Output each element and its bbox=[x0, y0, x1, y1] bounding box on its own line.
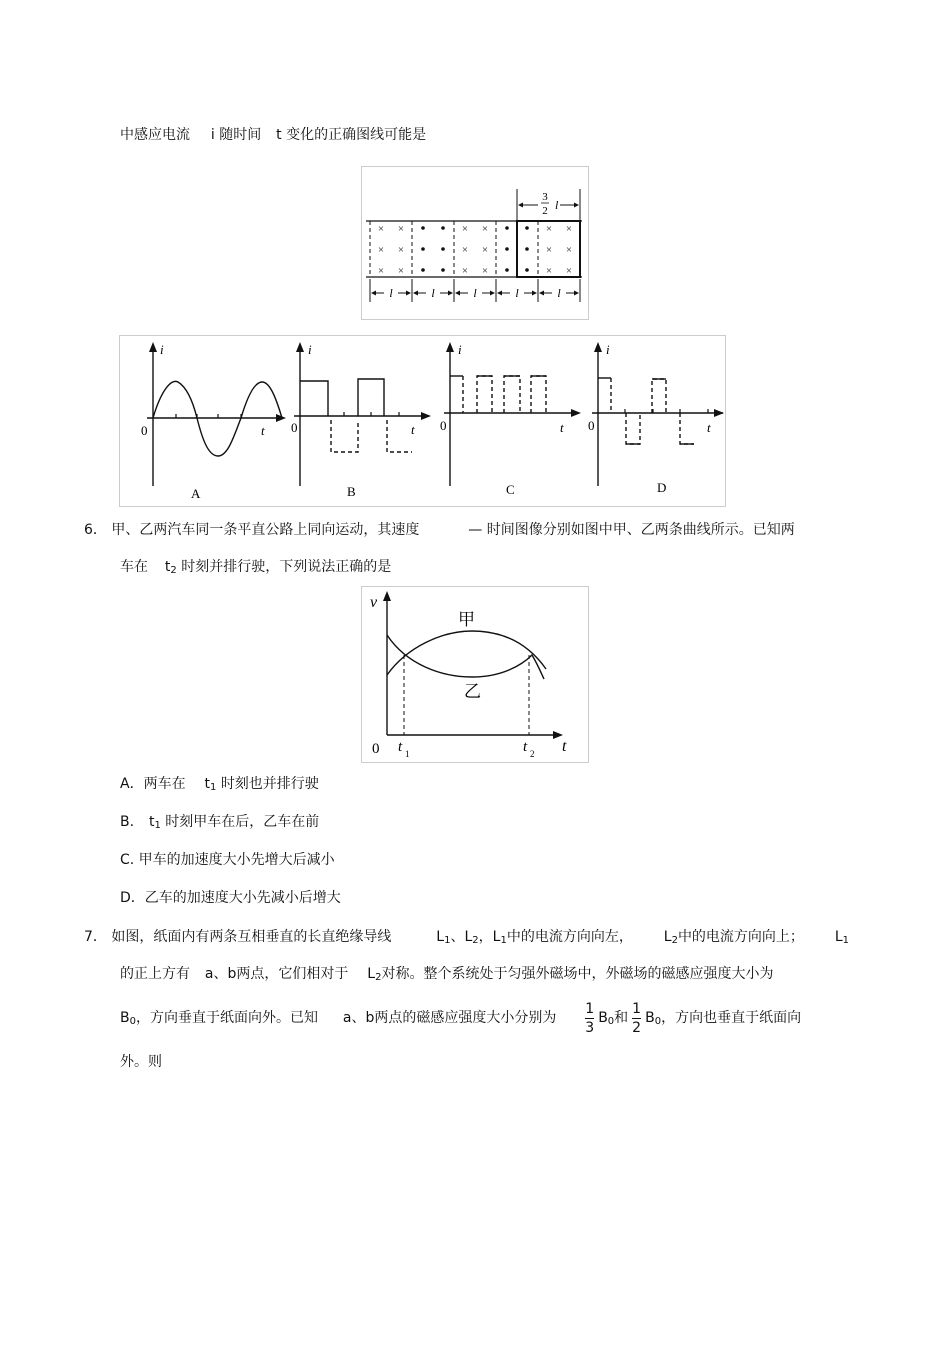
options-figure-svg bbox=[120, 336, 725, 506]
q6-number: 6． bbox=[84, 522, 107, 538]
graph-a-axis-t: t bbox=[261, 423, 265, 438]
q7-l1-again-sub: 1 bbox=[500, 935, 507, 946]
cross-mark: × bbox=[565, 265, 573, 277]
q7-text-1a: 如图，纸面内有两条互相垂直的长直绝缘导线 bbox=[111, 929, 392, 945]
q6-text-1a: 甲、乙两汽车同一条平直公路上同向运动，其速度 bbox=[111, 522, 420, 538]
cross-mark: × bbox=[481, 265, 489, 277]
graph-d-axis-t: t bbox=[707, 420, 711, 435]
q7-line-4 bbox=[120, 1053, 162, 1071]
intro-text-1: 中感应电流 bbox=[120, 127, 190, 143]
q7-text-1g: 中的电流方向向上； bbox=[677, 929, 804, 945]
q6-option-a-t: t bbox=[204, 776, 210, 792]
q7-b0-sub: 0 bbox=[129, 1016, 136, 1027]
q7-l1-third-sub: 1 bbox=[842, 935, 850, 946]
graph-d-origin: 0 bbox=[588, 418, 595, 433]
q7-frac1-den: 3 bbox=[585, 1019, 595, 1036]
graph-c-axis-i: i bbox=[458, 342, 462, 357]
vt-origin: 0 bbox=[372, 741, 380, 757]
vt-t1: t bbox=[398, 739, 403, 755]
q6-option-c bbox=[120, 851, 335, 869]
q7-l2-again: L bbox=[663, 929, 672, 945]
cross-mark: × bbox=[565, 223, 573, 235]
cross-mark: × bbox=[545, 223, 553, 235]
q6-option-c-text: C. 甲车的加速度大小先增大后减小 bbox=[120, 852, 335, 868]
options-figure bbox=[119, 335, 726, 507]
cross-mark: × bbox=[461, 244, 469, 256]
q6-text-1b: — 时间图像分别如图中甲、乙两条曲线所示。已知两 bbox=[468, 522, 795, 538]
q7-frac1-b0: B bbox=[598, 1010, 608, 1026]
q7-number: 7． bbox=[84, 929, 107, 945]
q7-fraction-2 bbox=[632, 1001, 641, 1036]
q7-l1-sub: 1 bbox=[444, 935, 451, 946]
q7-and: 和 bbox=[614, 1010, 629, 1026]
graph-b-origin: 0 bbox=[291, 420, 298, 435]
dim-denominator: 2 bbox=[542, 205, 548, 217]
q7-b0: B bbox=[120, 1010, 130, 1026]
cross-mark: × bbox=[377, 244, 385, 256]
segment-label: l bbox=[389, 286, 393, 300]
cross-mark: × bbox=[397, 265, 405, 277]
q7-text-1e: 中的电流方向向左， bbox=[506, 929, 633, 945]
intro-text-3: 变化的正确图线可能是 bbox=[286, 127, 427, 143]
q7-text-2d: 对称。整个系统处于匀强外磁场中，外磁场的磁感应强度大小为 bbox=[381, 966, 774, 982]
intro-text-2: 随时间 bbox=[219, 127, 262, 143]
q7-l2-again-sub: 2 bbox=[671, 935, 678, 946]
field-figure bbox=[361, 166, 589, 320]
vt-figure bbox=[361, 586, 589, 763]
q7-line-3 bbox=[120, 1000, 801, 1040]
cross-mark: × bbox=[545, 244, 553, 256]
q7-line-1 bbox=[84, 928, 849, 950]
curve-jia bbox=[387, 631, 546, 675]
field-figure-svg bbox=[362, 167, 588, 319]
q6-option-b bbox=[120, 813, 319, 835]
vt-axis-t: t bbox=[562, 738, 567, 755]
q7-frac1-b0-sub: 0 bbox=[607, 1016, 615, 1027]
vt-t1-sub: 1 bbox=[405, 749, 410, 759]
q7-l2-sym-sub: 2 bbox=[375, 972, 382, 983]
graph-a-origin: 0 bbox=[141, 423, 148, 438]
q7-text-4: 外。则 bbox=[120, 1054, 162, 1070]
segment-label: l bbox=[515, 286, 519, 300]
q6-option-d-text: D．乙车的加速度大小先减小后增大 bbox=[120, 890, 341, 906]
graph-b-axis-i: i bbox=[308, 342, 312, 357]
q7-l1-third: L bbox=[834, 929, 843, 945]
cross-mark: × bbox=[377, 265, 385, 277]
graph-d-axis-i: i bbox=[606, 342, 610, 357]
field-dots bbox=[421, 226, 529, 272]
q6-text-2a: 车在 bbox=[120, 559, 148, 575]
q6-option-a-rest: 时刻也并排行驶 bbox=[220, 776, 319, 792]
curve-yi bbox=[387, 635, 544, 679]
q7-frac2-num: 1 bbox=[632, 1000, 642, 1017]
dim-variable: l bbox=[555, 198, 559, 212]
q7-frac2-den: 2 bbox=[632, 1019, 642, 1036]
q7-text-3c: a、b两点的磁感应强度大小分别为 bbox=[342, 1010, 557, 1026]
option-a-label: A bbox=[191, 486, 201, 501]
cross-mark: × bbox=[565, 244, 573, 256]
q7-line-2 bbox=[120, 965, 773, 987]
segment-label: l bbox=[473, 286, 477, 300]
q6-t2: t bbox=[164, 559, 171, 575]
q7-l2: 、L bbox=[450, 929, 473, 945]
q7-frac2-b0-sub: 0 bbox=[654, 1016, 662, 1027]
q7-l2-sub: 2 bbox=[472, 935, 479, 946]
cross-mark: × bbox=[397, 223, 405, 235]
q7-frac1-num: 1 bbox=[585, 1000, 595, 1017]
cross-mark: × bbox=[545, 265, 553, 277]
option-b-label: B bbox=[347, 484, 356, 499]
vt-t2-sub: 2 bbox=[530, 749, 535, 759]
graph-b-axis-t: t bbox=[411, 422, 415, 437]
cross-mark: × bbox=[481, 223, 489, 235]
q7-l1-again: ，L bbox=[478, 929, 501, 945]
q6-line-2 bbox=[120, 558, 391, 580]
dim-numerator: 3 bbox=[542, 191, 548, 203]
segment-label: l bbox=[557, 286, 561, 300]
intro-line bbox=[120, 126, 426, 144]
q7-text-3b: ，方向垂直于纸面向外。已知 bbox=[135, 1010, 318, 1026]
q7-text-2b: a、b两点，它们相对于 bbox=[204, 966, 349, 982]
graph-c-curve bbox=[450, 376, 546, 413]
q6-option-b-rest: 时刻甲车在后，乙车在前 bbox=[165, 814, 320, 830]
vt-label-jia: 甲 bbox=[458, 610, 475, 629]
vt-axis-v: v bbox=[370, 594, 378, 611]
q6-text-2b: 时刻并排行驶，下列说法正确的是 bbox=[181, 559, 392, 575]
q6-option-a bbox=[120, 775, 319, 797]
q6-option-b-sub: 1 bbox=[154, 820, 161, 831]
option-c-label: C bbox=[506, 482, 515, 497]
intro-var-i: i bbox=[210, 127, 215, 143]
q7-l1: L bbox=[436, 929, 445, 945]
option-d-label: D bbox=[657, 480, 667, 495]
cross-mark: × bbox=[377, 223, 385, 235]
q7-text-2a: 的正上方有 bbox=[120, 966, 190, 982]
q6-option-b-text: B. bbox=[120, 814, 135, 830]
cross-mark: × bbox=[397, 244, 405, 256]
q6-option-a-text: A．两车在 bbox=[120, 776, 186, 792]
q7-text-3d: ，方向也垂直于纸面向 bbox=[661, 1010, 802, 1026]
q7-l2-sym: L bbox=[367, 966, 376, 982]
q6-t2-sub: 2 bbox=[170, 565, 177, 576]
cross-mark: × bbox=[461, 265, 469, 277]
q6-option-d bbox=[120, 889, 341, 907]
graph-a-axis-i: i bbox=[160, 342, 164, 357]
q6-option-a-sub: 1 bbox=[209, 782, 217, 793]
vt-label-yi: 乙 bbox=[464, 682, 481, 701]
q6-option-b-t: t bbox=[148, 814, 155, 830]
segment-label: l bbox=[431, 286, 435, 300]
q7-fraction-1 bbox=[585, 1001, 594, 1036]
cross-mark: × bbox=[461, 223, 469, 235]
graph-c-origin: 0 bbox=[440, 418, 447, 433]
vt-figure-svg bbox=[362, 587, 588, 762]
vt-t2: t bbox=[523, 739, 528, 755]
graph-c-axis-t: t bbox=[560, 420, 564, 435]
cross-mark: × bbox=[481, 244, 489, 256]
intro-var-t: t bbox=[276, 127, 282, 143]
q6-line-1 bbox=[84, 521, 795, 539]
q7-frac2-b0: B bbox=[645, 1010, 655, 1026]
